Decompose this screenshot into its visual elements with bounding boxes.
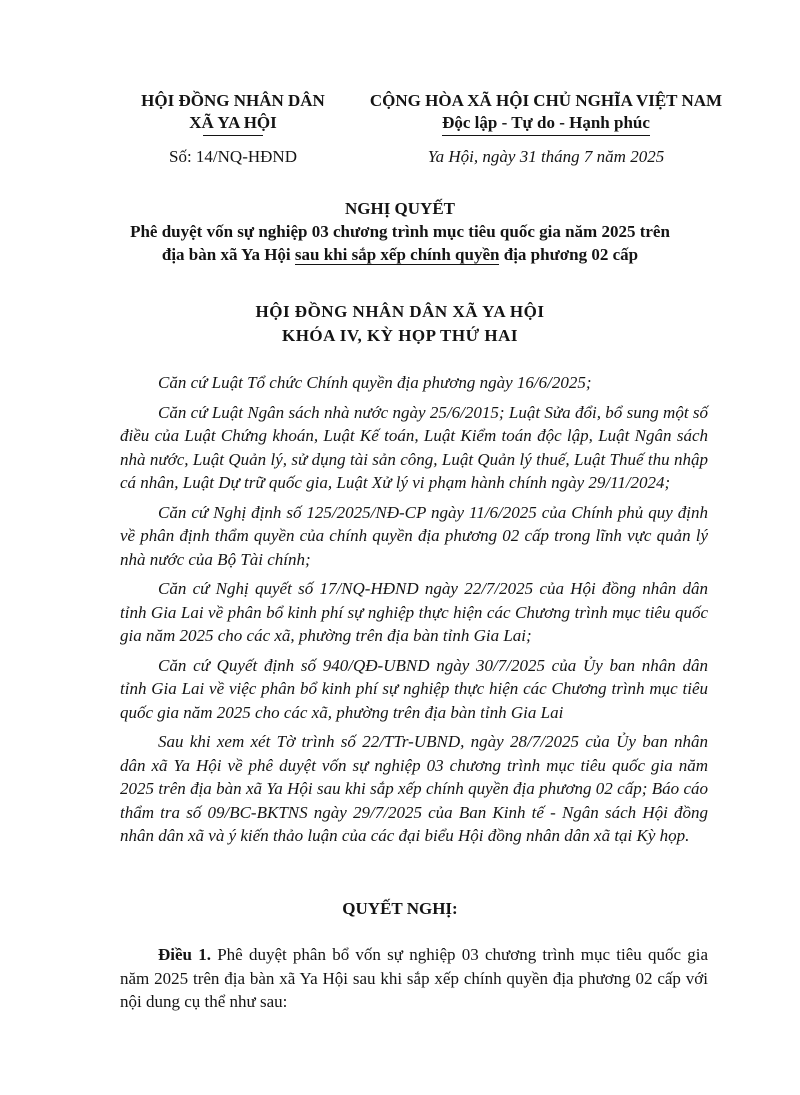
preamble-paragraph: Căn cứ Nghị quyết số 17/NQ-HĐND ngày 22/7/2025 của Hội đồng nhân dân tỉnh Gia Lai về phân bổ kinh phí sự nghiệp thực hiện các Chương trình mục tiêu quốc gia năm 2025 cho các xã, phường trên địa bàn tỉnh Gia Lai; xyxy=(120,579,708,645)
preamble-paragraph: Sau khi xem xét Tờ trình số 22/TTr-UBND, ngày 28/7/2025 của Ủy ban nhân dân xã Ya Hội về phê duyệt vốn sự nghiệp 03 chương trình mục tiêu quốc gia năm 2025 trên địa bàn xã Ya Hội sau khi sắp xếp chính quyền địa phương 02 cấp; Báo cáo thẩm tra số 09/BC-BKTNS ngày 29/7/2025 của Ban Kinh tế - Ngân sách Hội đồng nhân dân xã và ý kiến thảo luận của các đại biểu Hội đồng nhân dân xã tại Kỳ họp. xyxy=(120,732,708,845)
decision-heading: QUYẾT NGHỊ: xyxy=(342,899,458,918)
council-name-line2: XÃ YA HỘI xyxy=(189,113,277,132)
title-line2-suffix: địa phương 02 cấp xyxy=(499,245,639,264)
council-name-line1: HỘI ĐỒNG NHÂN DÂN xyxy=(141,91,325,110)
document-type: NGHỊ QUYẾT xyxy=(344,199,456,218)
title-line2-prefix: địa bàn xã Ya Hội xyxy=(161,245,295,264)
preamble xyxy=(120,371,708,854)
title-line1: Phê duyệt vốn sự nghiệp 03 chương trình mục tiêu quốc gia năm 2025 trên xyxy=(130,222,670,241)
national-title xyxy=(356,90,736,136)
article-1-text: Phê duyệt phân bổ vốn sự nghiệp 03 chương trình mục tiêu quốc gia năm 2025 trên địa bàn xã Ya Hội sau khi sắp xếp chính quyền địa phương 02 cấp với nội dung cụ thể như sau: xyxy=(120,945,709,1011)
title-line2 xyxy=(100,243,700,266)
council-session-line1: HỘI ĐỒNG NHÂN DÂN XÃ YA HỘI xyxy=(255,302,545,321)
article-1 xyxy=(120,943,708,1014)
issuing-authority xyxy=(128,90,338,136)
preamble-paragraph: Căn cứ Luật Ngân sách nhà nước ngày 25/6/2015; Luật Sửa đổi, bổ sung một số điều của Luật Chứng khoán, Luật Kế toán, Luật Kiểm toán độc lập, Luật Ngân sách nhà nước, Luật Quản lý, sử dụng tài sản công, Luật Quản lý thuế, Luật Thuế thu nhập cá nhân, Luật Dự trữ quốc gia, Luật Xử lý vi phạm hành chính ngày 29/11/2024; xyxy=(120,402,708,492)
title-line2-underlined: sau khi sắp xếp chính quyền xyxy=(294,245,500,264)
document-date: Ya Hội, ngày 31 tháng 7 năm 2025 xyxy=(427,147,665,166)
preamble-paragraph: Căn cứ Nghị định số 125/2025/NĐ-CP ngày 11/6/2025 của Chính phủ quy định về phân định thẩm quyền của chính quyền địa phương 02 cấp trong lĩnh vực quản lý nhà nước của Bộ Tài chính; xyxy=(120,502,708,569)
council-session-line2: KHÓA IV, KỲ HỌP THỨ HAI xyxy=(281,326,518,345)
preamble-paragraph: Căn cứ Quyết định số 940/QĐ-UBND ngày 30/7/2025 của Ủy ban nhân dân tỉnh Gia Lai về việc phân bổ kinh phí sự nghiệp thực hiện các Chương trình mục tiêu quốc gia năm 2025 cho các xã, phường trên địa bàn tỉnh Gia Lai xyxy=(120,655,708,722)
authority-underline xyxy=(203,135,263,136)
preamble-paragraph: Căn cứ Luật Tổ chức Chính quyền địa phương ngày 16/6/2025; xyxy=(158,373,592,392)
motto: Độc lập - Tự do - Hạnh phúc xyxy=(442,112,650,136)
document-number: Số: 14/NQ-HĐND xyxy=(169,147,297,166)
article-1-label: Điều 1. xyxy=(158,945,211,964)
document-title xyxy=(100,197,700,266)
council-session xyxy=(100,300,700,348)
country-name: CỘNG HÒA XÃ HỘI CHỦ NGHĨA VIỆT NAM xyxy=(369,91,723,110)
